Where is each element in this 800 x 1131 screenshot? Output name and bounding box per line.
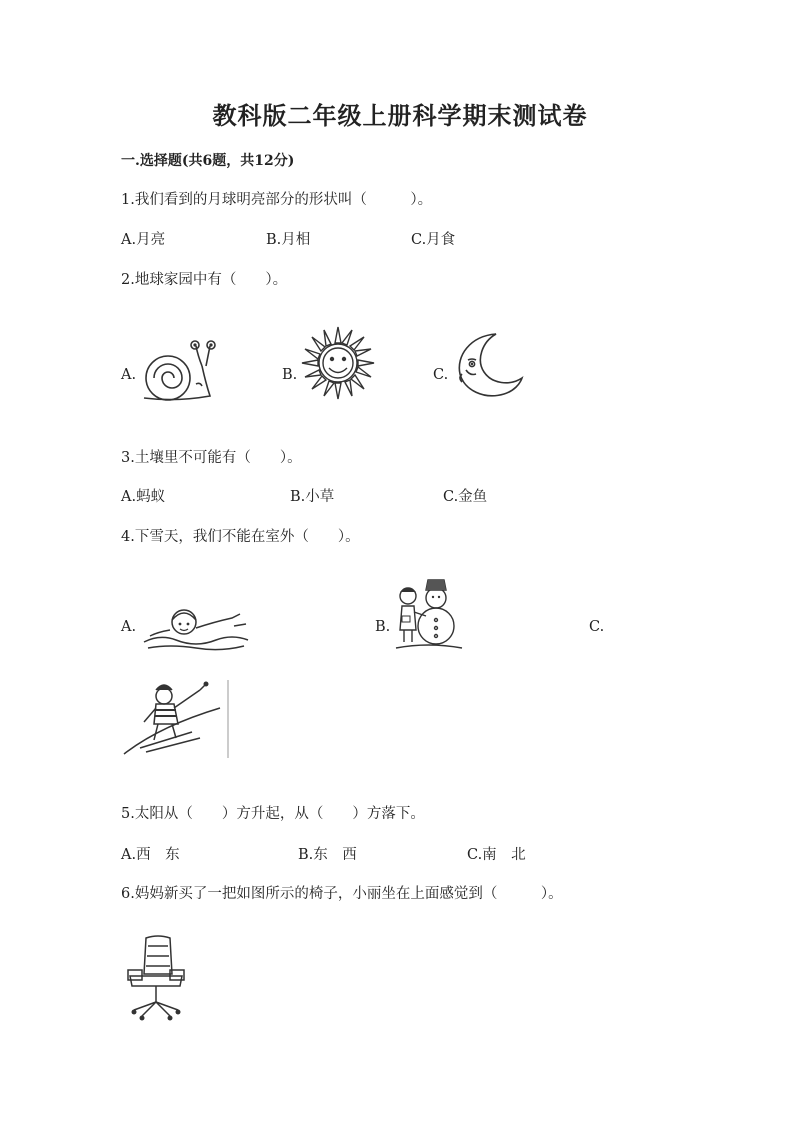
q2-option-a: A. <box>121 367 137 383</box>
question-4: 4.下雪天，我们不能在室外（ ）。 <box>121 529 360 545</box>
q4-option-a: A. <box>121 619 137 635</box>
question-3: 3.土壤里不可能有（ ）。 <box>121 450 302 466</box>
q4-option-c: C. <box>589 619 605 635</box>
snail-icon <box>136 336 216 406</box>
q5-option-c: C.南 北 <box>467 847 526 863</box>
q3-option-a: A.蚂蚁 <box>121 489 166 505</box>
q1-option-a: A.月亮 <box>121 232 166 248</box>
page-title: 教科版二年级上册科学期末测试卷 <box>212 101 588 130</box>
q5-option-b: B.东 西 <box>298 847 357 863</box>
question-1: 1.我们看到的月球明亮部分的形状叫（ ）。 <box>121 192 433 208</box>
q3-option-b: B.小草 <box>290 489 335 505</box>
crescent-moon-icon <box>448 330 524 400</box>
office-chair-icon <box>124 934 188 1022</box>
q2-option-b: B. <box>282 367 298 383</box>
q1-option-c: C.月食 <box>411 232 456 248</box>
question-6: 6.妈妈新买了一把如图所示的椅子，小丽坐在上面感觉到（ ）。 <box>121 886 563 902</box>
swimming-child-icon <box>140 600 252 652</box>
sun-icon <box>300 325 376 401</box>
skiing-child-icon <box>120 676 232 758</box>
q2-option-c: C. <box>433 367 449 383</box>
q1-option-b: B.月相 <box>266 232 311 248</box>
question-2: 2.地球家园中有（ ）。 <box>121 272 288 288</box>
question-5: 5.太阳从（ ）方升起，从（ ）方落下。 <box>121 806 425 822</box>
q5-option-a: A.西 东 <box>121 847 180 863</box>
q3-option-c: C.金鱼 <box>443 489 488 505</box>
section-heading: 一.选择题(共6题，共12分) <box>121 153 295 169</box>
snowman-child-icon <box>392 578 466 654</box>
q4-option-b: B. <box>375 619 391 635</box>
